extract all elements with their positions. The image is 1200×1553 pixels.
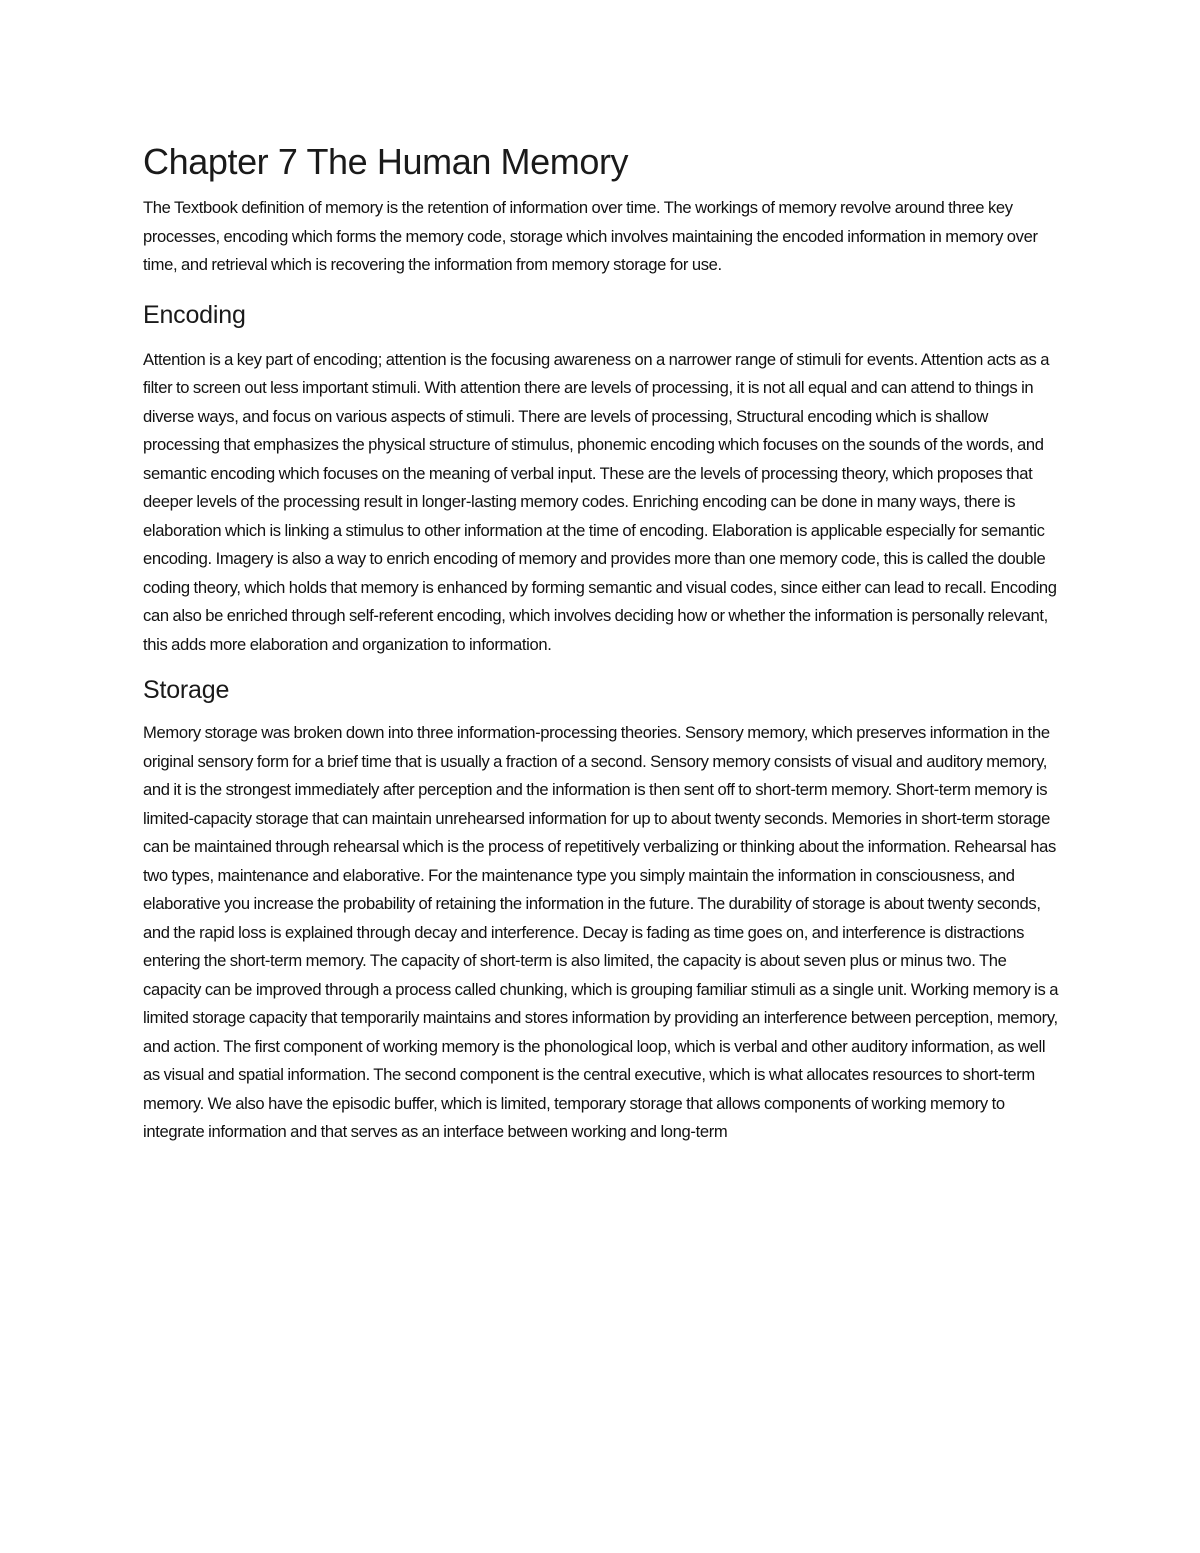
- document-page: [143, 140, 1063, 1147]
- section-body-storage: Memory storage was broken down into three information-processing theories. Sensory memory, which preserves information in the original sensory form for a brief time that is usually a fraction of a second. Sensory memory consists of visual and auditory memory, and it is the strongest immediately after perception and the information is then sent off to short-term memory. Short-term memory is limited-capacity storage that can maintain unrehearsed information for up to about twenty seconds. Memories in short-term storage can be maintained through rehearsal which is the process of repetitively verbalizing or thinking about the information. Rehearsal has two types, maintenance and elaborative. For the maintenance type you simply maintain the information in consciousness, and elaborative you increase the probability of retaining the information in the future. The durability of storage is about twenty seconds, and the rapid loss is explained through decay and interference. Decay is fading as time goes on, and interference is distractions entering the short-term memory. The capacity of short-term is also limited, the capacity is about seven plus or minus two. The capacity can be improved through a process called chunking, which is grouping familiar stimuli as a single unit. Working memory is a limited storage capacity that temporarily maintains and stores information by providing an interference between perception, memory, and action. The first component of working memory is the phonological loop, which is verbal and other auditory information, as well as visual and spatial information. The second component is the central executive, which is what allocates resources to short-term memory. We also have the episodic buffer, which is limited, temporary storage that allows components of working memory to integrate information and that serves as an interface between working and long-term: [143, 723, 1059, 1141]
- section-body-encoding: Attention is a key part of encoding; attention is the focusing awareness on a narrower range of stimuli for events. Attention acts as a filter to screen out less important stimuli. With attention there are levels of processing, it is not all equal and can attend to things in diverse ways, and focus on various aspects of stimuli. There are levels of processing, Structural encoding which is shallow processing that emphasizes the physical structure of stimulus, phonemic encoding which focuses on the sounds of the words, and semantic encoding which focuses on the meaning of verbal input. These are the levels of processing theory, which proposes that deeper levels of the processing result in longer-lasting memory codes. Enriching encoding can be done in many ways, there is elaboration which is linking a stimulus to other information at the time of encoding. Elaboration is applicable especially for semantic encoding. Imagery is also a way to enrich encoding of memory and provides more than one memory code, this is called the double coding theory, which holds that memory is enhanced by forming semantic and visual codes, since either can lead to recall. Encoding can also be enriched through self-referent encoding, which involves deciding how or whether the information is personally relevant, this adds more elaboration and organization to information.: [143, 349, 1057, 654]
- chapter-title: Chapter 7 The Human Memory: [143, 141, 629, 182]
- section-heading-storage: Storage: [143, 676, 230, 704]
- intro-paragraph: The Textbook definition of memory is the retention of information over time. The workings of memory revolve around three key processes, encoding which forms the memory code, storage which involves maintaining the encoded information in memory over time, and retrieval which is recovering the information from memory storage for use.: [143, 198, 1038, 274]
- section-heading-encoding: Encoding: [143, 300, 246, 329]
